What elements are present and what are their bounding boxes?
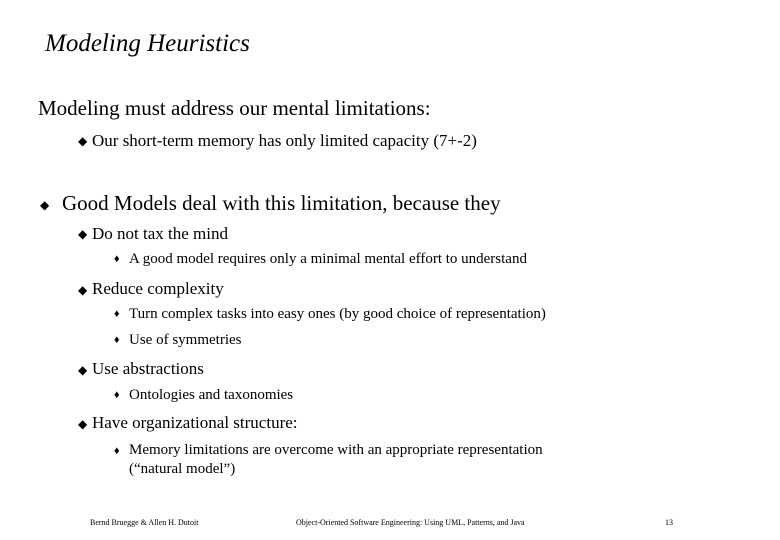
slide-title: Modeling Heuristics xyxy=(45,30,250,57)
small-diamond-bullet-icon: ♦ xyxy=(114,308,120,320)
footer-authors: Bernd Bruegge & Allen H. Dutoit xyxy=(90,518,199,527)
small-diamond-bullet-icon: ♦ xyxy=(114,334,120,346)
point-use-abstractions: Use abstractions xyxy=(92,359,204,378)
small-diamond-bullet-icon: ♦ xyxy=(114,389,120,401)
subpoint-natural-model: (“natural model”) xyxy=(129,461,236,477)
diamond-bullet-icon: ◆ xyxy=(40,198,50,212)
diamond-bullet-icon: ◆ xyxy=(78,283,88,297)
point-do-not-tax: Do not tax the mind xyxy=(92,224,228,243)
subpoint-memory-limitations: Memory limitations are overcome with an appropriate representation xyxy=(129,442,543,458)
subpoint-ontologies: Ontologies and taxonomies xyxy=(129,387,294,403)
intro-text: Modeling must address our mental limitations: xyxy=(38,96,431,120)
diamond-bullet-icon: ◆ xyxy=(78,227,88,241)
point-reduce-complexity: Reduce complexity xyxy=(92,279,224,298)
footer-page-number: 13 xyxy=(665,518,673,527)
point-organizational-structure: Have organizational structure: xyxy=(92,413,298,432)
subpoint-complex-tasks: Turn complex tasks into easy ones (by good choice of representation) xyxy=(129,306,546,322)
subpoint-minimal-effort: A good model requires only a minimal mental effort to understand xyxy=(129,251,527,267)
diamond-bullet-icon: ◆ xyxy=(78,363,88,377)
diamond-bullet-icon: ◆ xyxy=(78,417,88,431)
footer-book-title: Object-Oriented Software Engineering: Using UML, Patterns, and Java xyxy=(296,518,525,527)
diamond-bullet-icon: ◆ xyxy=(78,134,88,148)
subpoint-symmetries: Use of symmetries xyxy=(129,332,242,348)
small-diamond-bullet-icon: ♦ xyxy=(114,253,120,265)
memory-point: Our short-term memory has only limited capacity (7+-2) xyxy=(92,131,477,150)
small-diamond-bullet-icon: ♦ xyxy=(114,445,120,457)
main-point: Good Models deal with this limitation, because they xyxy=(62,191,501,215)
